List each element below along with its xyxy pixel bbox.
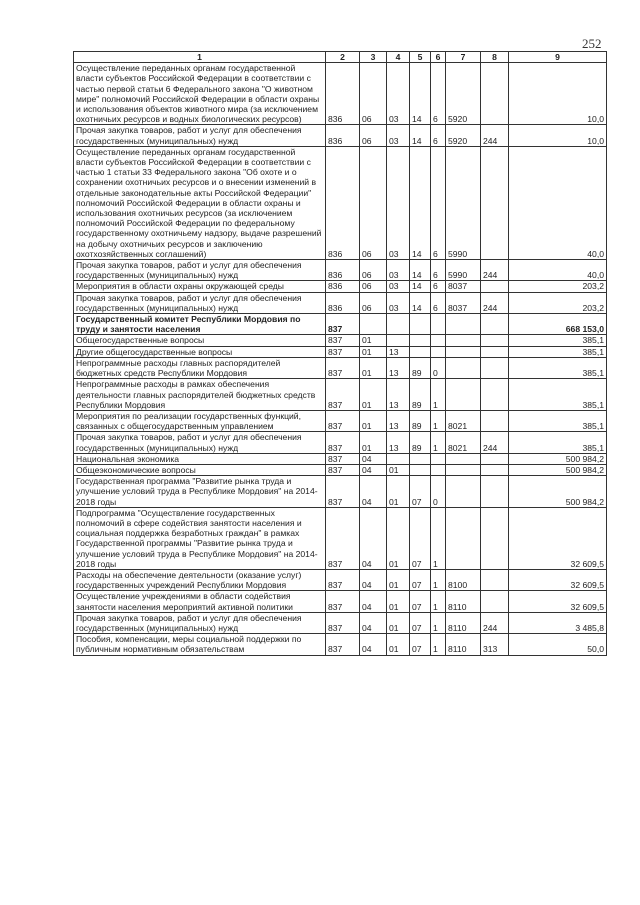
table-row <box>74 453 607 464</box>
row-program-code: 14 <box>410 292 431 313</box>
row-subprogram-code <box>431 464 446 475</box>
row-amount: 50,0 <box>509 634 607 655</box>
table-row <box>74 314 607 335</box>
row-amount: 10,0 <box>509 125 607 146</box>
row-program-code: 89 <box>410 379 431 411</box>
row-subprogram-code <box>431 453 446 464</box>
row-subprogram-code: 6 <box>431 292 446 313</box>
row-description: Другие общегосударственные вопросы <box>74 346 326 357</box>
row-description: Государственная программа "Развитие рынка труда и улучшение условий труда в Республике Мордовия" на 2014-2018 годы <box>74 476 326 508</box>
row-amount: 32 609,5 <box>509 507 607 569</box>
row-description: Пособия, компенсации, меры социальной поддержки по публичным нормативным обязательствам <box>74 634 326 655</box>
header-cell: 8 <box>481 52 509 63</box>
page-number: 252 <box>582 36 602 51</box>
row-program-code: 07 <box>410 507 431 569</box>
row-admin-code: 837 <box>326 507 360 569</box>
row-subprogram-code: 0 <box>431 357 446 378</box>
row-expense-type-code: 244 <box>481 260 509 281</box>
row-section-code: 01 <box>360 410 387 431</box>
row-amount: 668 153,0 <box>509 314 607 335</box>
row-subsection-code: 01 <box>387 634 410 655</box>
row-admin-code: 837 <box>326 410 360 431</box>
row-program-code: 07 <box>410 612 431 633</box>
row-amount: 385,1 <box>509 432 607 453</box>
row-amount: 40,0 <box>509 146 607 259</box>
row-subprogram-code: 0 <box>431 476 446 508</box>
row-amount: 385,1 <box>509 335 607 346</box>
table-row <box>74 410 607 431</box>
row-admin-code: 836 <box>326 63 360 125</box>
row-section-code: 04 <box>360 453 387 464</box>
row-subprogram-code <box>431 335 446 346</box>
row-subprogram-code: 1 <box>431 432 446 453</box>
row-direction-code: 8037 <box>446 281 481 292</box>
header-cell: 9 <box>509 52 607 63</box>
row-subsection-code: 13 <box>387 410 410 431</box>
row-description: Подпрограмма "Осуществление государственных полномочий в сфере содействия занятости населения и социальная поддержка безработных граждан" в рамках Государственной программы "Развитие рынка труда и улучшение условий труда в Республике Мордовия" на 2014-2018 годы <box>74 507 326 569</box>
row-section-code: 04 <box>360 476 387 508</box>
row-program-code <box>410 464 431 475</box>
row-expense-type-code <box>481 314 509 335</box>
row-expense-type-code <box>481 146 509 259</box>
row-program-code: 14 <box>410 281 431 292</box>
row-description: Осуществление переданных органам государственной власти субъектов Российской Федерации в соответствии с частью первой статьи 6 Федерального закона "О животном мире" полномочий Российской Федерации в области охраны и использования объектов животного мира (за исключением охотничьих ресурсов и водных биологических ресурсов) <box>74 63 326 125</box>
row-admin-code: 837 <box>326 464 360 475</box>
row-subprogram-code: 6 <box>431 146 446 259</box>
row-program-code: 89 <box>410 357 431 378</box>
row-direction-code: 8110 <box>446 591 481 612</box>
row-direction-code: 5920 <box>446 63 481 125</box>
row-section-code: 01 <box>360 346 387 357</box>
row-direction-code: 8021 <box>446 432 481 453</box>
table-row <box>74 335 607 346</box>
row-subprogram-code <box>431 314 446 335</box>
row-section-code <box>360 314 387 335</box>
header-cell: 2 <box>326 52 360 63</box>
row-admin-code: 837 <box>326 476 360 508</box>
row-subsection-code: 13 <box>387 379 410 411</box>
table-row <box>74 634 607 655</box>
row-section-code: 01 <box>360 432 387 453</box>
row-expense-type-code <box>481 281 509 292</box>
row-admin-code: 837 <box>326 357 360 378</box>
row-subsection-code: 01 <box>387 612 410 633</box>
row-section-code: 06 <box>360 260 387 281</box>
row-program-code <box>410 314 431 335</box>
row-expense-type-code <box>481 591 509 612</box>
row-section-code: 01 <box>360 357 387 378</box>
row-amount: 500 984,2 <box>509 464 607 475</box>
row-program-code: 07 <box>410 591 431 612</box>
table-header-row <box>74 52 607 63</box>
row-amount: 500 984,2 <box>509 453 607 464</box>
row-subsection-code: 01 <box>387 476 410 508</box>
row-subprogram-code <box>431 346 446 357</box>
row-admin-code: 837 <box>326 634 360 655</box>
row-subsection-code: 03 <box>387 63 410 125</box>
row-direction-code: 8037 <box>446 292 481 313</box>
row-expense-type-code <box>481 476 509 508</box>
row-direction-code <box>446 453 481 464</box>
row-admin-code: 836 <box>326 281 360 292</box>
row-section-code: 04 <box>360 507 387 569</box>
row-admin-code: 836 <box>326 292 360 313</box>
row-section-code: 06 <box>360 63 387 125</box>
row-expense-type-code: 244 <box>481 292 509 313</box>
row-subprogram-code: 1 <box>431 634 446 655</box>
row-amount: 32 609,5 <box>509 569 607 590</box>
header-cell: 5 <box>410 52 431 63</box>
table-row <box>74 63 607 125</box>
row-description: Расходы на обеспечение деятельности (оказание услуг) государственных учреждений Республики Мордовия <box>74 569 326 590</box>
row-subprogram-code: 6 <box>431 63 446 125</box>
row-program-code: 14 <box>410 63 431 125</box>
table-row <box>74 464 607 475</box>
table-row <box>74 569 607 590</box>
row-amount: 500 984,2 <box>509 476 607 508</box>
row-direction-code <box>446 335 481 346</box>
row-direction-code <box>446 346 481 357</box>
row-subsection-code: 13 <box>387 346 410 357</box>
row-program-code: 07 <box>410 634 431 655</box>
row-subprogram-code: 1 <box>431 591 446 612</box>
table-row <box>74 346 607 357</box>
row-admin-code: 836 <box>326 125 360 146</box>
row-direction-code: 5990 <box>446 260 481 281</box>
row-direction-code: 8110 <box>446 612 481 633</box>
table-row <box>74 260 607 281</box>
row-description: Национальная экономика <box>74 453 326 464</box>
row-expense-type-code: 244 <box>481 125 509 146</box>
row-direction-code: 8100 <box>446 569 481 590</box>
row-expense-type-code: 244 <box>481 612 509 633</box>
row-subsection-code: 03 <box>387 292 410 313</box>
row-program-code: 89 <box>410 410 431 431</box>
header-cell: 7 <box>446 52 481 63</box>
row-direction-code <box>446 507 481 569</box>
header-cell: 1 <box>74 52 326 63</box>
row-subsection-code <box>387 453 410 464</box>
row-subprogram-code: 1 <box>431 379 446 411</box>
row-admin-code: 837 <box>326 453 360 464</box>
row-subsection-code: 13 <box>387 357 410 378</box>
row-description: Государственный комитет Республики Мордовия по труду и занятости населения <box>74 314 326 335</box>
row-subsection-code <box>387 335 410 346</box>
row-amount: 3 485,8 <box>509 612 607 633</box>
table-row <box>74 476 607 508</box>
row-amount: 32 609,5 <box>509 591 607 612</box>
row-subprogram-code: 1 <box>431 569 446 590</box>
row-admin-code: 836 <box>326 260 360 281</box>
row-subprogram-code: 1 <box>431 410 446 431</box>
row-admin-code: 837 <box>326 346 360 357</box>
table-row <box>74 432 607 453</box>
row-direction-code <box>446 464 481 475</box>
table-row <box>74 507 607 569</box>
row-program-code: 89 <box>410 432 431 453</box>
row-section-code: 04 <box>360 612 387 633</box>
table-row <box>74 292 607 313</box>
row-expense-type-code <box>481 464 509 475</box>
row-program-code <box>410 346 431 357</box>
row-admin-code: 837 <box>326 569 360 590</box>
row-subprogram-code: 1 <box>431 612 446 633</box>
row-amount: 203,2 <box>509 292 607 313</box>
row-section-code: 04 <box>360 634 387 655</box>
row-description: Мероприятия в области охраны окружающей среды <box>74 281 326 292</box>
row-section-code: 01 <box>360 335 387 346</box>
row-description: Непрограммные расходы главных распорядителей бюджетных средств Республики Мордовия <box>74 357 326 378</box>
row-expense-type-code <box>481 63 509 125</box>
row-description: Непрограммные расходы в рамках обеспечения деятельности главных распорядителей бюджетных средств Республики Мордовия <box>74 379 326 411</box>
row-section-code: 04 <box>360 464 387 475</box>
row-section-code: 06 <box>360 292 387 313</box>
table-row <box>74 281 607 292</box>
header-cell: 6 <box>431 52 446 63</box>
header-cell: 3 <box>360 52 387 63</box>
row-expense-type-code <box>481 453 509 464</box>
row-expense-type-code <box>481 507 509 569</box>
row-admin-code: 836 <box>326 146 360 259</box>
row-admin-code: 837 <box>326 612 360 633</box>
row-description: Осуществление учреждениями в области содействия занятости населения мероприятий активной политики <box>74 591 326 612</box>
row-admin-code: 837 <box>326 432 360 453</box>
row-expense-type-code <box>481 379 509 411</box>
row-direction-code <box>446 476 481 508</box>
row-description: Прочая закупка товаров, работ и услуг для обеспечения государственных (муниципальных) нужд <box>74 432 326 453</box>
row-program-code: 07 <box>410 569 431 590</box>
table-row <box>74 591 607 612</box>
row-expense-type-code: 313 <box>481 634 509 655</box>
row-admin-code: 837 <box>326 591 360 612</box>
row-subsection-code: 03 <box>387 260 410 281</box>
row-expense-type-code: 244 <box>481 432 509 453</box>
row-expense-type-code <box>481 335 509 346</box>
row-program-code <box>410 453 431 464</box>
row-direction-code <box>446 357 481 378</box>
row-expense-type-code <box>481 410 509 431</box>
budget-table <box>73 51 607 656</box>
row-subprogram-code: 6 <box>431 125 446 146</box>
row-subprogram-code: 6 <box>431 281 446 292</box>
row-direction-code: 5920 <box>446 125 481 146</box>
row-direction-code: 5990 <box>446 146 481 259</box>
row-amount: 10,0 <box>509 63 607 125</box>
row-subsection-code: 03 <box>387 146 410 259</box>
row-expense-type-code <box>481 357 509 378</box>
row-program-code: 14 <box>410 125 431 146</box>
header-cell: 4 <box>387 52 410 63</box>
row-subsection-code <box>387 314 410 335</box>
table-row <box>74 379 607 411</box>
row-section-code: 06 <box>360 146 387 259</box>
row-description: Общеэкономические вопросы <box>74 464 326 475</box>
row-expense-type-code <box>481 346 509 357</box>
row-description: Общегосударственные вопросы <box>74 335 326 346</box>
row-amount: 385,1 <box>509 346 607 357</box>
row-program-code <box>410 335 431 346</box>
row-amount: 385,1 <box>509 410 607 431</box>
row-subsection-code: 01 <box>387 464 410 475</box>
row-amount: 385,1 <box>509 379 607 411</box>
row-admin-code: 837 <box>326 335 360 346</box>
row-section-code: 04 <box>360 591 387 612</box>
row-section-code: 06 <box>360 125 387 146</box>
row-expense-type-code <box>481 569 509 590</box>
row-subsection-code: 03 <box>387 281 410 292</box>
row-subsection-code: 01 <box>387 569 410 590</box>
row-direction-code: 8110 <box>446 634 481 655</box>
row-program-code: 14 <box>410 146 431 259</box>
row-description: Прочая закупка товаров, работ и услуг для обеспечения государственных (муниципальных) нужд <box>74 260 326 281</box>
row-direction-code: 8021 <box>446 410 481 431</box>
table-row <box>74 146 607 259</box>
row-description: Мероприятия по реализации государственных функций, связанных с общегосударственным управлением <box>74 410 326 431</box>
row-subsection-code: 13 <box>387 432 410 453</box>
table-body <box>74 63 607 655</box>
row-amount: 203,2 <box>509 281 607 292</box>
row-section-code: 01 <box>360 379 387 411</box>
row-subprogram-code: 1 <box>431 507 446 569</box>
table-row <box>74 125 607 146</box>
row-description: Прочая закупка товаров, работ и услуг для обеспечения государственных (муниципальных) нужд <box>74 612 326 633</box>
row-admin-code: 837 <box>326 314 360 335</box>
row-description: Прочая закупка товаров, работ и услуг для обеспечения государственных (муниципальных) нужд <box>74 125 326 146</box>
row-section-code: 04 <box>360 569 387 590</box>
row-program-code: 14 <box>410 260 431 281</box>
row-subprogram-code: 6 <box>431 260 446 281</box>
row-description: Осуществление переданных органам государственной власти субъектов Российской Федерации в соответствии с частью 1 статьи 33 Федерального закона "Об охоте и о сохранении охотничьих ресурсов и о внесении изменений в отдельные законодательные акты Российской Федерации" полномочий Российской Федерации в области охраны и использования охотничьих ресурсов (за исключением полномочий Российской Федерации по федеральному государственному охотничьему надзору, выдаче разрешений на добычу охотничьих ресурсов и заключению охотхозяйственных соглашений) <box>74 146 326 259</box>
row-amount: 385,1 <box>509 357 607 378</box>
row-subsection-code: 03 <box>387 125 410 146</box>
table-row <box>74 357 607 378</box>
row-program-code: 07 <box>410 476 431 508</box>
row-subsection-code: 01 <box>387 507 410 569</box>
table-row <box>74 612 607 633</box>
row-direction-code <box>446 379 481 411</box>
row-subsection-code: 01 <box>387 591 410 612</box>
row-description: Прочая закупка товаров, работ и услуг для обеспечения государственных (муниципальных) нужд <box>74 292 326 313</box>
row-section-code: 06 <box>360 281 387 292</box>
row-admin-code: 837 <box>326 379 360 411</box>
row-amount: 40,0 <box>509 260 607 281</box>
row-direction-code <box>446 314 481 335</box>
